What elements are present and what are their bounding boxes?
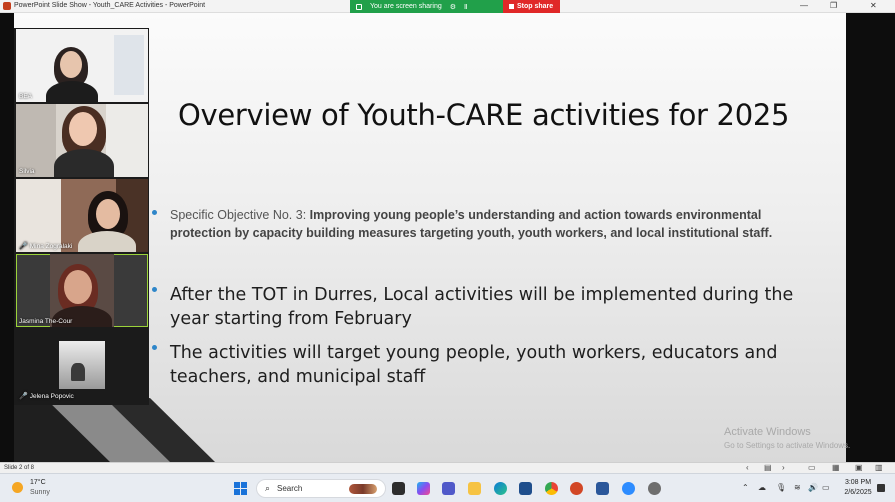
share-pause-icon[interactable]: Ⅱ (464, 3, 468, 11)
edge-icon[interactable] (494, 482, 507, 495)
bullet-dot (152, 210, 157, 215)
bullet-local-activities-text: After the TOT in Durres, Local activities will be implemented during the year starting from February (170, 285, 794, 329)
slide-indicator: Slide 2 of 8 (4, 465, 35, 471)
file-explorer-icon[interactable] (468, 482, 481, 495)
video-tile-jelena-popovic[interactable] (16, 329, 148, 402)
bullet-target-groups (170, 341, 810, 389)
microphone-icon[interactable]: 🎙 (776, 483, 787, 492)
participant-avatar (59, 341, 105, 389)
windows-taskbar (0, 473, 895, 502)
windows-start-button[interactable] (234, 482, 247, 495)
watermark-title: Activate Windows (724, 426, 811, 438)
volume-icon[interactable]: 🔊 (808, 483, 818, 492)
video-tile-mina-zogralaki[interactable] (16, 179, 148, 252)
restore-button[interactable]: ❐ (830, 1, 838, 10)
next-slide-button[interactable]: › (782, 463, 785, 472)
weather-description[interactable]: Sunny (30, 489, 50, 496)
slide-title: Overview of Youth-CARE activities for 2025 (178, 98, 790, 132)
muted-mic-icon: 🎤 (19, 393, 28, 400)
video-tile-jasmina-the-cour[interactable] (16, 254, 148, 327)
participant-name (19, 318, 72, 325)
watermark-subtitle: Go to Settings to activate Windows. (724, 441, 851, 450)
stop-icon (509, 4, 514, 9)
search-highlight-image (349, 484, 377, 494)
clock-time: 3:08 PM (844, 479, 872, 486)
tray-overflow-chevron-icon[interactable]: ⌃ (742, 483, 749, 492)
teams-icon[interactable] (442, 482, 455, 495)
bullet-dot (152, 345, 157, 350)
system-clock[interactable] (838, 478, 878, 498)
minimize-button[interactable]: — (800, 1, 808, 10)
participant-name-text: Jelena Popovic (29, 392, 74, 400)
bullet-dot (152, 287, 157, 292)
normal-view-icon[interactable]: ▭ (808, 463, 816, 472)
screen-share-toolbar (350, 0, 560, 13)
weather-temperature[interactable]: 17°C (30, 479, 46, 486)
clock-date: 2/6/2025 (844, 489, 872, 496)
muted-mic-icon: 🎤 (19, 243, 28, 250)
bullet-target-groups-text: The activities will target young people, youth workers, educators and teachers, and municipal staff (170, 343, 778, 387)
slide-sorter-icon[interactable]: ▤ (764, 463, 772, 472)
chrome-icon[interactable] (545, 482, 558, 495)
notification-bell-icon[interactable] (877, 484, 885, 492)
reading-view-icon[interactable]: ▣ (855, 463, 863, 472)
share-screen-icon (356, 4, 362, 10)
share-status-indicator[interactable] (350, 0, 503, 13)
stop-share-label: Stop share (517, 3, 554, 10)
participant-name-text: BEA (19, 93, 33, 100)
participant-name-text: Mina Zogralaki (29, 242, 73, 250)
bullet-objective-prefix: Specific Objective No. 3: (170, 208, 310, 222)
video-tile-silvia[interactable] (16, 104, 148, 177)
stop-share-button[interactable] (503, 0, 560, 13)
activate-windows-watermark (724, 426, 850, 452)
bullet-local-activities (170, 283, 810, 331)
task-view-icon[interactable] (392, 482, 405, 495)
cloud-sync-icon[interactable]: ☁ (758, 483, 766, 492)
share-options-icon[interactable]: ⚙ (449, 3, 457, 11)
participant-name (19, 392, 74, 400)
taskbar-search-box[interactable] (256, 479, 386, 498)
bullet-objective-text: Improving young people’s understanding and action towards environmental protection by capacity building measures targeting youth, youth workers, and local institutional staff. (170, 208, 773, 240)
battery-icon[interactable]: ▭ (822, 483, 830, 492)
slideshow-statusbar (0, 462, 895, 473)
grid-view-icon[interactable]: ▦ (832, 463, 840, 472)
store-icon[interactable] (519, 482, 532, 495)
settings-gear-icon[interactable] (648, 482, 661, 495)
search-icon: ⌕ (265, 483, 271, 493)
participant-name-text: Silvia (19, 168, 35, 175)
sun-icon[interactable] (12, 482, 23, 493)
copilot-icon[interactable] (417, 482, 430, 495)
participant-name (19, 242, 72, 250)
participant-name (19, 168, 35, 175)
participant-name (19, 93, 32, 100)
window-title: PowerPoint Slide Show - Youth_CARE Activities - PowerPoint (14, 2, 206, 9)
powerpoint-icon[interactable] (570, 482, 583, 495)
word-icon[interactable] (596, 482, 609, 495)
close-button[interactable]: ✕ (870, 1, 877, 10)
share-status-label: You are screen sharing (370, 3, 442, 10)
wifi-icon[interactable]: ≋ (794, 483, 801, 492)
participant-name-text: Jasmina The-Cour (19, 318, 73, 325)
video-tile-bea[interactable] (16, 29, 148, 102)
video-gallery (14, 28, 149, 405)
presenter-view-icon[interactable]: ▥ (875, 463, 883, 472)
bullet-objective (170, 206, 780, 242)
powerpoint-app-icon (3, 2, 11, 10)
zoom-icon[interactable] (622, 482, 635, 495)
previous-slide-button[interactable]: ‹ (746, 463, 749, 472)
search-label: Search (277, 484, 303, 493)
